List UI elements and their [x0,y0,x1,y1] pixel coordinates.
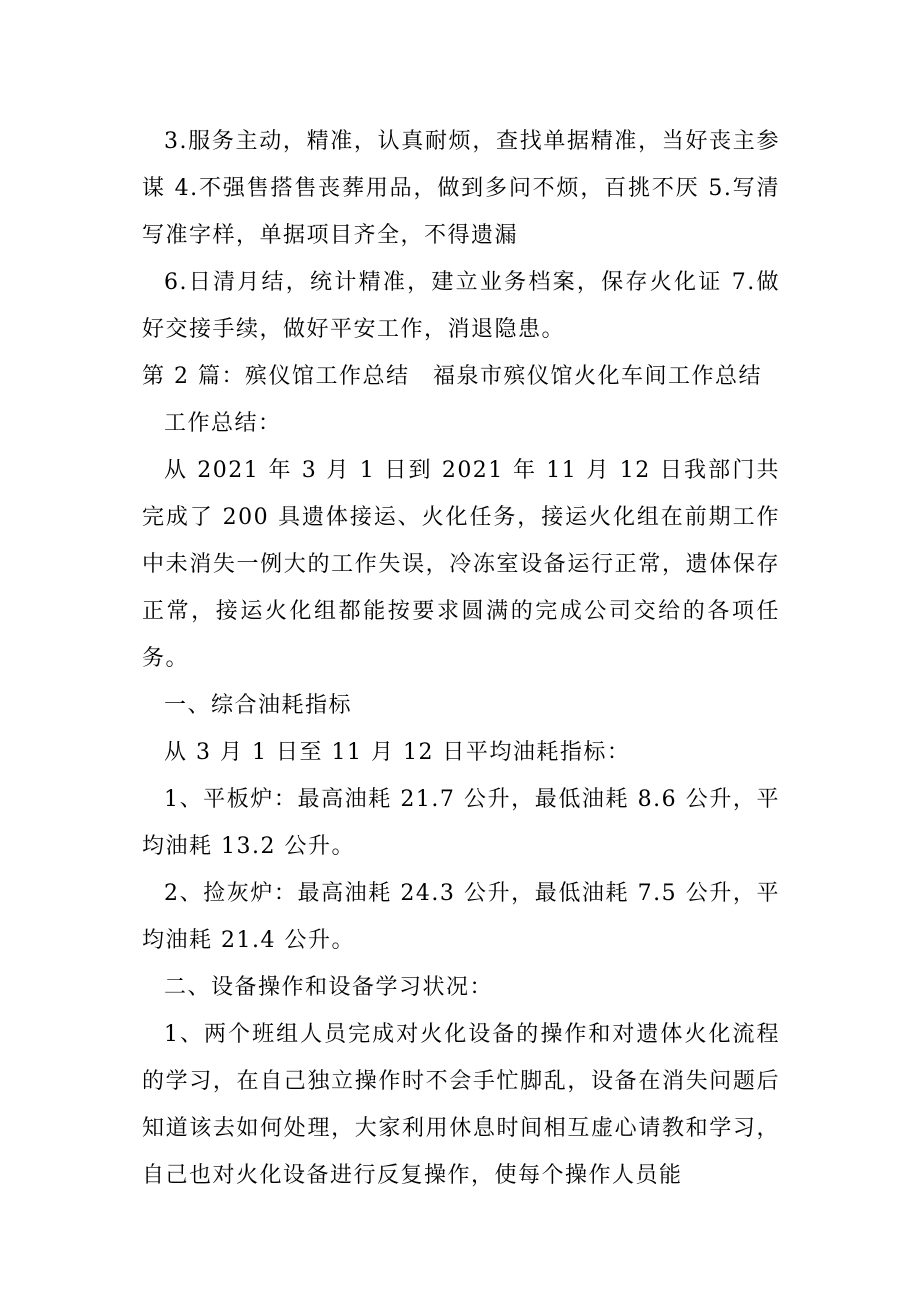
paragraph-section-equipment-heading: 二、设备操作和设备学习状况： [164,975,494,1000]
paragraph-summary-label: 工作总结： [164,411,282,436]
paragraph-fuel-period: 从 3 月 1 日至 11 月 12 日平均油耗指标： [164,740,631,765]
paragraph-service-rules-2: 6.日清月结，统计精准，建立业务档案，保存火化证 7.做好交接手续，做好平安工作，消退隐患。 [142,270,780,342]
section-heading-article-2: 第 2 篇：殡仪馆工作总结 福泉市殡仪馆火化车间工作总结 [142,364,762,389]
paragraph-ash-furnace: 2、捡灰炉：最高油耗 24.3 公升，最低油耗 7.5 公升，平均油耗 21.4 公升。 [142,881,780,953]
paragraph-section-fuel-heading: 一、综合油耗指标 [164,693,353,718]
paragraph-service-rules-1: 3.服务主动，精准，认真耐烦，查找单据精准，当好丧主参谋 4.不强售搭售丧葬用品，做到多问不烦，百挑不厌 5.写清写准字样，单据项目齐全，不得遗漏 [142,129,780,248]
paragraph-equipment-learning: 1、两个班组人员完成对火化设备的操作和对遗体火化流程的学习，在自己独立操作时不会手忙脚乱，设备在消失问题后知道该去如何处理，大家利用休息时间相互虚心请教和学习，自己也对火化设备进行反复操作，使每个操作人员能 [142,1022,780,1188]
paragraph-summary-body: 从 2021 年 3 月 1 日到 2021 年 11 月 12 日我部门共完成了 200 具遗体接运、火化任务，接运火化组在前期工作中未消失一例大的工作失误，冷冻室设备运行正常，遗体保存正常，接运火化组都能按要求圆满的完成公司交给的各项任务。 [142,458,780,671]
paragraph-flat-furnace: 1、平板炉：最高油耗 21.7 公升，最低油耗 8.6 公升，平均油耗 13.2 公升。 [142,787,780,859]
